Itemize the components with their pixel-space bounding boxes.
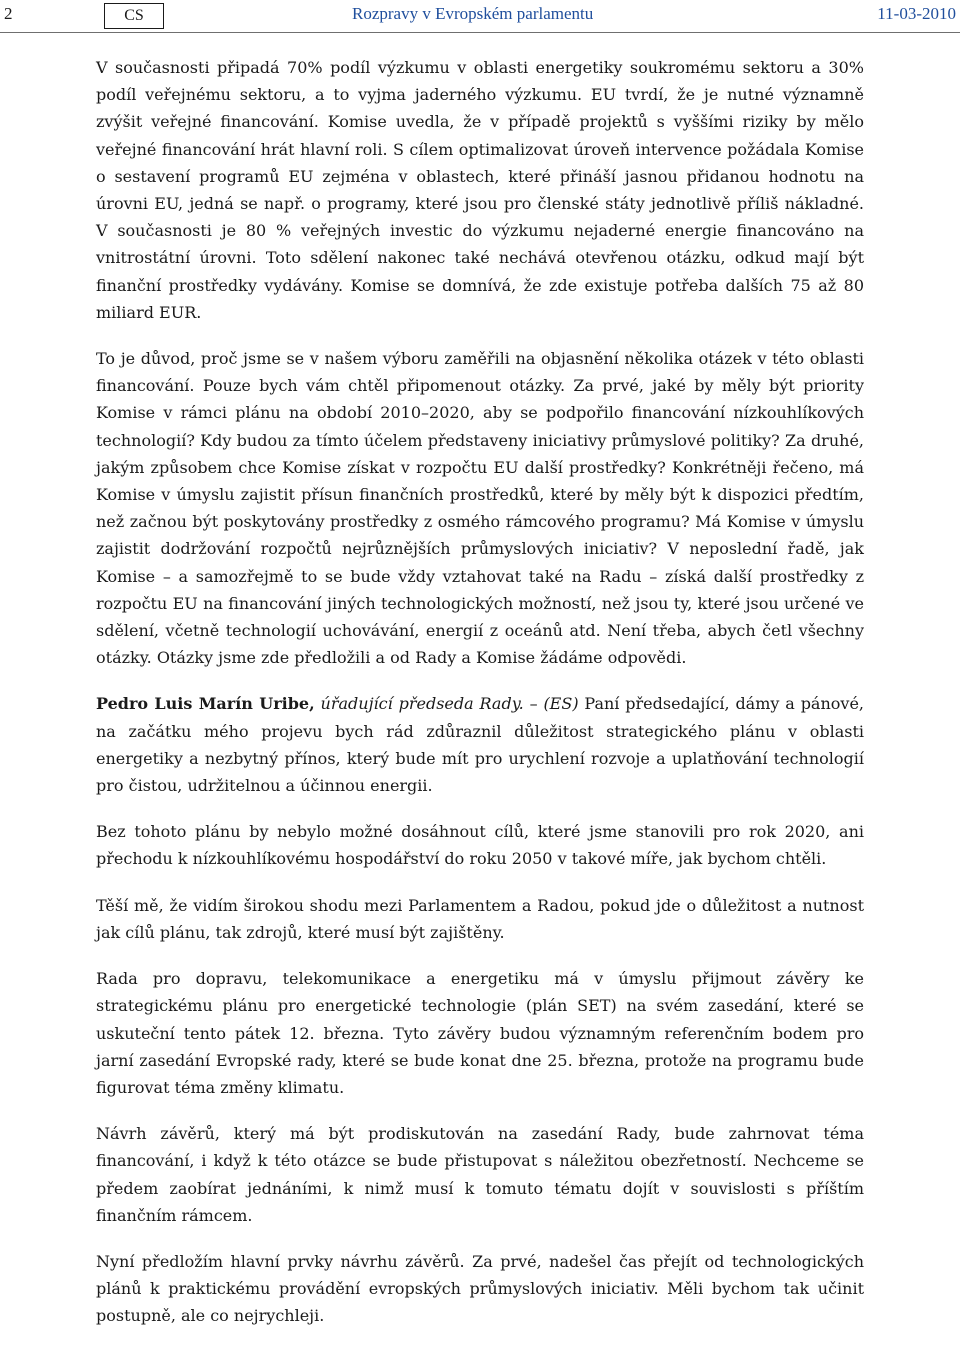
language-code-box: CS bbox=[104, 3, 164, 29]
speaker-dash: – bbox=[523, 694, 544, 714]
paragraph: Těší mě, že vidím širokou shodu mezi Parlamentem a Radou, pokud jde o důležitost a nutnost jak cílů plánu, tak zdrojů, které musí být zajištěny. bbox=[96, 895, 864, 942]
paragraph: Nyní předložím hlavní prvky návrhu závěrů. Za prvé, nadešel čas přejít od technologických plánů k praktickému provádění evropských průmyslových iniciativ. Měli bychom tak učinit postupně, ale co nejrychleji. bbox=[96, 1251, 864, 1326]
speaker-name: Pedro Luis Marín Uribe, bbox=[96, 694, 315, 714]
document-body bbox=[96, 54, 864, 1349]
page-number: 2 bbox=[4, 4, 13, 23]
paragraph: Bez tohoto plánu by nebylo možné dosáhnout cílů, které jsme stanovili pro rok 2020, ani přechodu k nízkouhlíkovému hospodářství do roku 2050 v takové míře, jak bychom chtěli. bbox=[96, 822, 864, 869]
publication-date: 11-03-2010 bbox=[877, 4, 956, 23]
speaker-language: (ES) bbox=[543, 694, 579, 714]
publication-title: Rozpravy v Evropském parlamentu bbox=[352, 4, 594, 23]
speaker-role: úřadující předseda Rady. bbox=[320, 694, 524, 714]
paragraph: To je důvod, proč jsme se v našem výboru zaměřili na objasnění několika otázek v této oblasti financování. Pouze bych vám chtěl připomenout otázky. Za prvé, jaké by měly být priority Komise v rámci plánu na období 2010–2020, aby se podpořilo financování nízkouhlíkových technologií? Kdy budou za tímto účelem představeny iniciativy průmyslové politiky? Za druhé, jakým způsobem chce Komise získat v rozpočtu EU další prostředky? Konkrétněji řečeno, má Komise v úmyslu zajistit přísun finančních prostředků, které by měly být k dispozici předtím, než začnou být poskytovány prostředky z osmého rámcového programu? Má Komise v úmyslu zajistit dodržování rozpočtů nejrůznějších průmyslových iniciativ? V neposlední řadě, jak Komise – a samozřejmě to se bude vždy vztahovat také na Radu – získá další prostředky z rozpočtu EU na financování jiných technologických možností, než jsou ty, které jsou určené ve sdělení, včetně technologií uchovávání, energií z oceánů atd. Není třeba, abych četl všechny otázky. Otázky jsme zde předložili a od Rady a Komise žádáme odpovědi. bbox=[96, 349, 864, 668]
speaker-paragraph bbox=[96, 690, 864, 799]
paragraph: V současnosti připadá 70% podíl výzkumu v oblasti energetiky soukromému sektoru a 30% podíl veřejnému sektoru, a to vyjma jaderného výzkumu. EU tvrdí, že je nutné významně zvýšit veřejné financování. Komise uvedla, že v případě projektů s vyššími riziky by mělo veřejné financování hrát hlavní roli. S cílem optimalizovat úroveň intervence požádala Komise o sestavení programů EU zejména v oblastech, které přináší jasnou přidanou hodnotu na úrovni EU, jedná se např. o programy, které jsou pro členské státy jednotlivě příliš nákladné. V současnosti je 80 % veřejných investic do výzkumu nejaderné energie financováno na vnitrostátní úrovni. Toto sdělení nakonec také nechává otevřenou otázku, odkud mají být finanční prostředky vydávány. Komise se domnívá, že zde existuje potřeba dalších 75 až 80 miliard EUR. bbox=[96, 58, 864, 322]
paragraph: Návrh závěrů, který má být prodiskutován na zasedání Rady, bude zahrnovat téma financování, i když k této otázce se bude přistupovat s náležitou obezřetností. Nechceme se předem zaobírat jednáními, k nimž musí k tomuto tématu dojít v souvislosti s příštím finančním rámcem. bbox=[96, 1124, 864, 1225]
paragraph: Rada pro dopravu, telekomunikace a energetiku má v úmyslu přijmout závěry ke strategickému plánu pro energetické technologie (plán SET) na svém zasedání, které se uskuteční tento pátek 12. března. Tyto závěry budou významným referenčním bodem pro jarní zasedání Evropské rady, které se bude konat dne 25. března, protože na programu bude figurovat téma změny klimatu. bbox=[96, 969, 864, 1097]
page-header bbox=[0, 0, 960, 33]
speaker-text: Paní předsedající, dámy a pánové, na začátku mého projevu bych rád zdůraznil důležitost strategického plánu v oblasti energetiky a nezbytný přínos, který bude mít pro urychlení rozvoje a uplatňování technologií pro čistou, udržitelnou a účinnou energii. bbox=[96, 694, 865, 796]
